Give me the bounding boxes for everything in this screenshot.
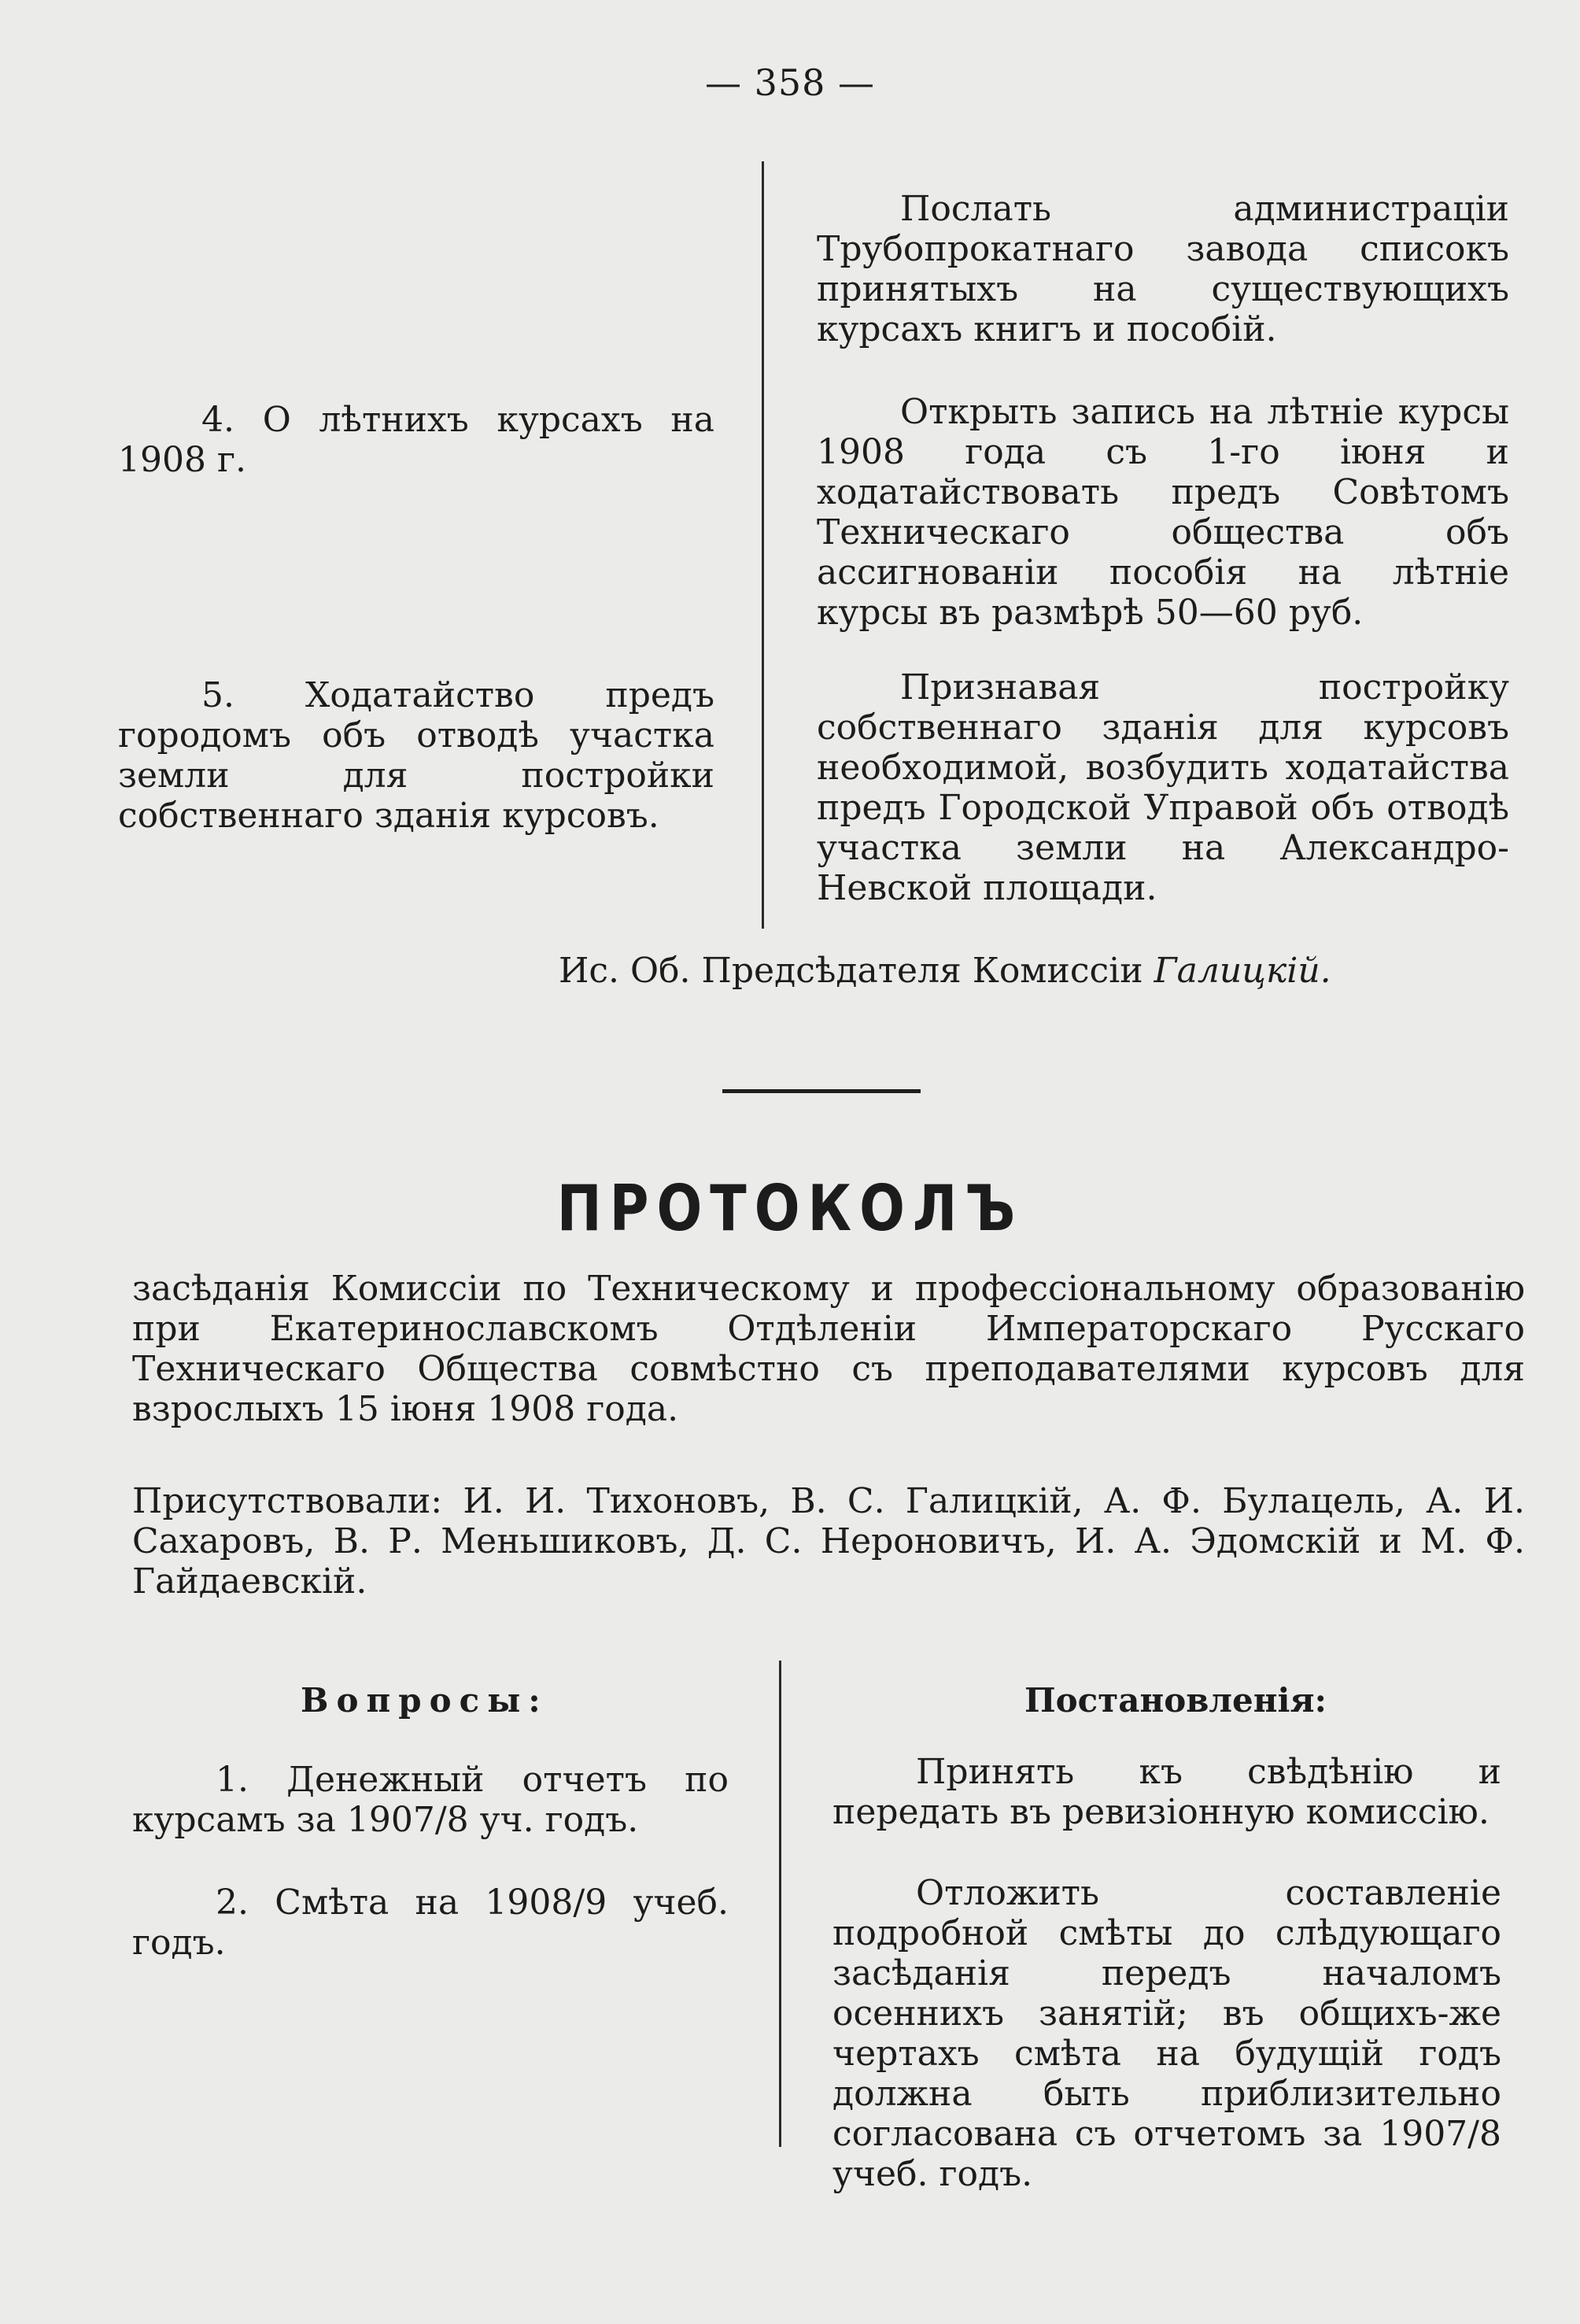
question-budget: 2. Смѣта на 1908/9 учеб. годъ. (132, 1882, 729, 1963)
column-divider-top (762, 161, 764, 929)
resolution-send-list: Послать администраціи Трубопрокатнаго завода списокъ принятыхъ на существующихъ курсахъ книгъ и пособій. (817, 189, 1509, 349)
question-building-petition: 5. Ходатайство предъ городомъ объ отводѣ участка земли для постройки собственнаго зданія курсовъ. (118, 675, 714, 836)
attendees-list: Присутствовали: И. И. Тихоновъ, В. С. Галицкій, А. Ф. Булацель, А. И. Сахаровъ, В. Р. Меньшиковъ, Д. С. Нероновичъ, И. А. Эдомскій и М. Ф. Гайдаевскій. (132, 1481, 1525, 1602)
resolution-budget: Отложить составленіе подробной смѣты до слѣдующаго засѣданія передъ началомъ осеннихъ занятій; въ общихъ-же чертахъ смѣта на будущій годъ должна быть приблизительно согласована съ отчетомъ за 1907/8 учеб. годъ. (832, 1873, 1501, 2194)
resolution-cash-report: Принять къ свѣдѣнію и передать въ ревизіонную комиссію. (832, 1752, 1501, 1832)
resolution-summer-courses: Открыть запись на лѣтніе курсы 1908 года съ 1-го іюня и ходатайствовать предъ Совѣтомъ Техническаго общества объ ассигнованіи пособія на лѣтніе курсы въ размѣрѣ 50—60 руб. (817, 392, 1509, 633)
chairman-signature: Ис. Об. Предсѣдателя Комиссіи Галицкій. (559, 951, 1331, 991)
question-summer-courses: 4. О лѣтнихъ курсахъ на 1908 г. (118, 400, 714, 480)
question-cash-report: 1. Денежный отчетъ по курсамъ за 1907/8 уч. годъ. (132, 1760, 729, 1840)
section-divider-rule (722, 1089, 921, 1093)
resolutions-heading: Постановленія: (1024, 1681, 1327, 1720)
protocol-heading: ПРОТОКОЛЪ (556, 1173, 1024, 1247)
page-number: — 358 — (704, 61, 876, 104)
column-divider-bottom (779, 1661, 781, 2147)
resolution-building-petition: Признавая постройку собственнаго зданія для курсовъ необходимой, возбудить ходатайства предъ Городской Управой объ отводѣ участка земли на Александро-Невской площади. (817, 667, 1509, 908)
questions-heading: Вопросы: (301, 1681, 548, 1720)
protocol-subtitle: засѣданія Комиссіи по Техническому и профессіональному образованію при Екатеринославскомъ Отдѣленіи Императорскаго Русскаго Техническаго Общества совмѣстно съ преподавателями курсовъ для взрослыхъ 15 іюня 1908 года. (132, 1269, 1525, 1429)
